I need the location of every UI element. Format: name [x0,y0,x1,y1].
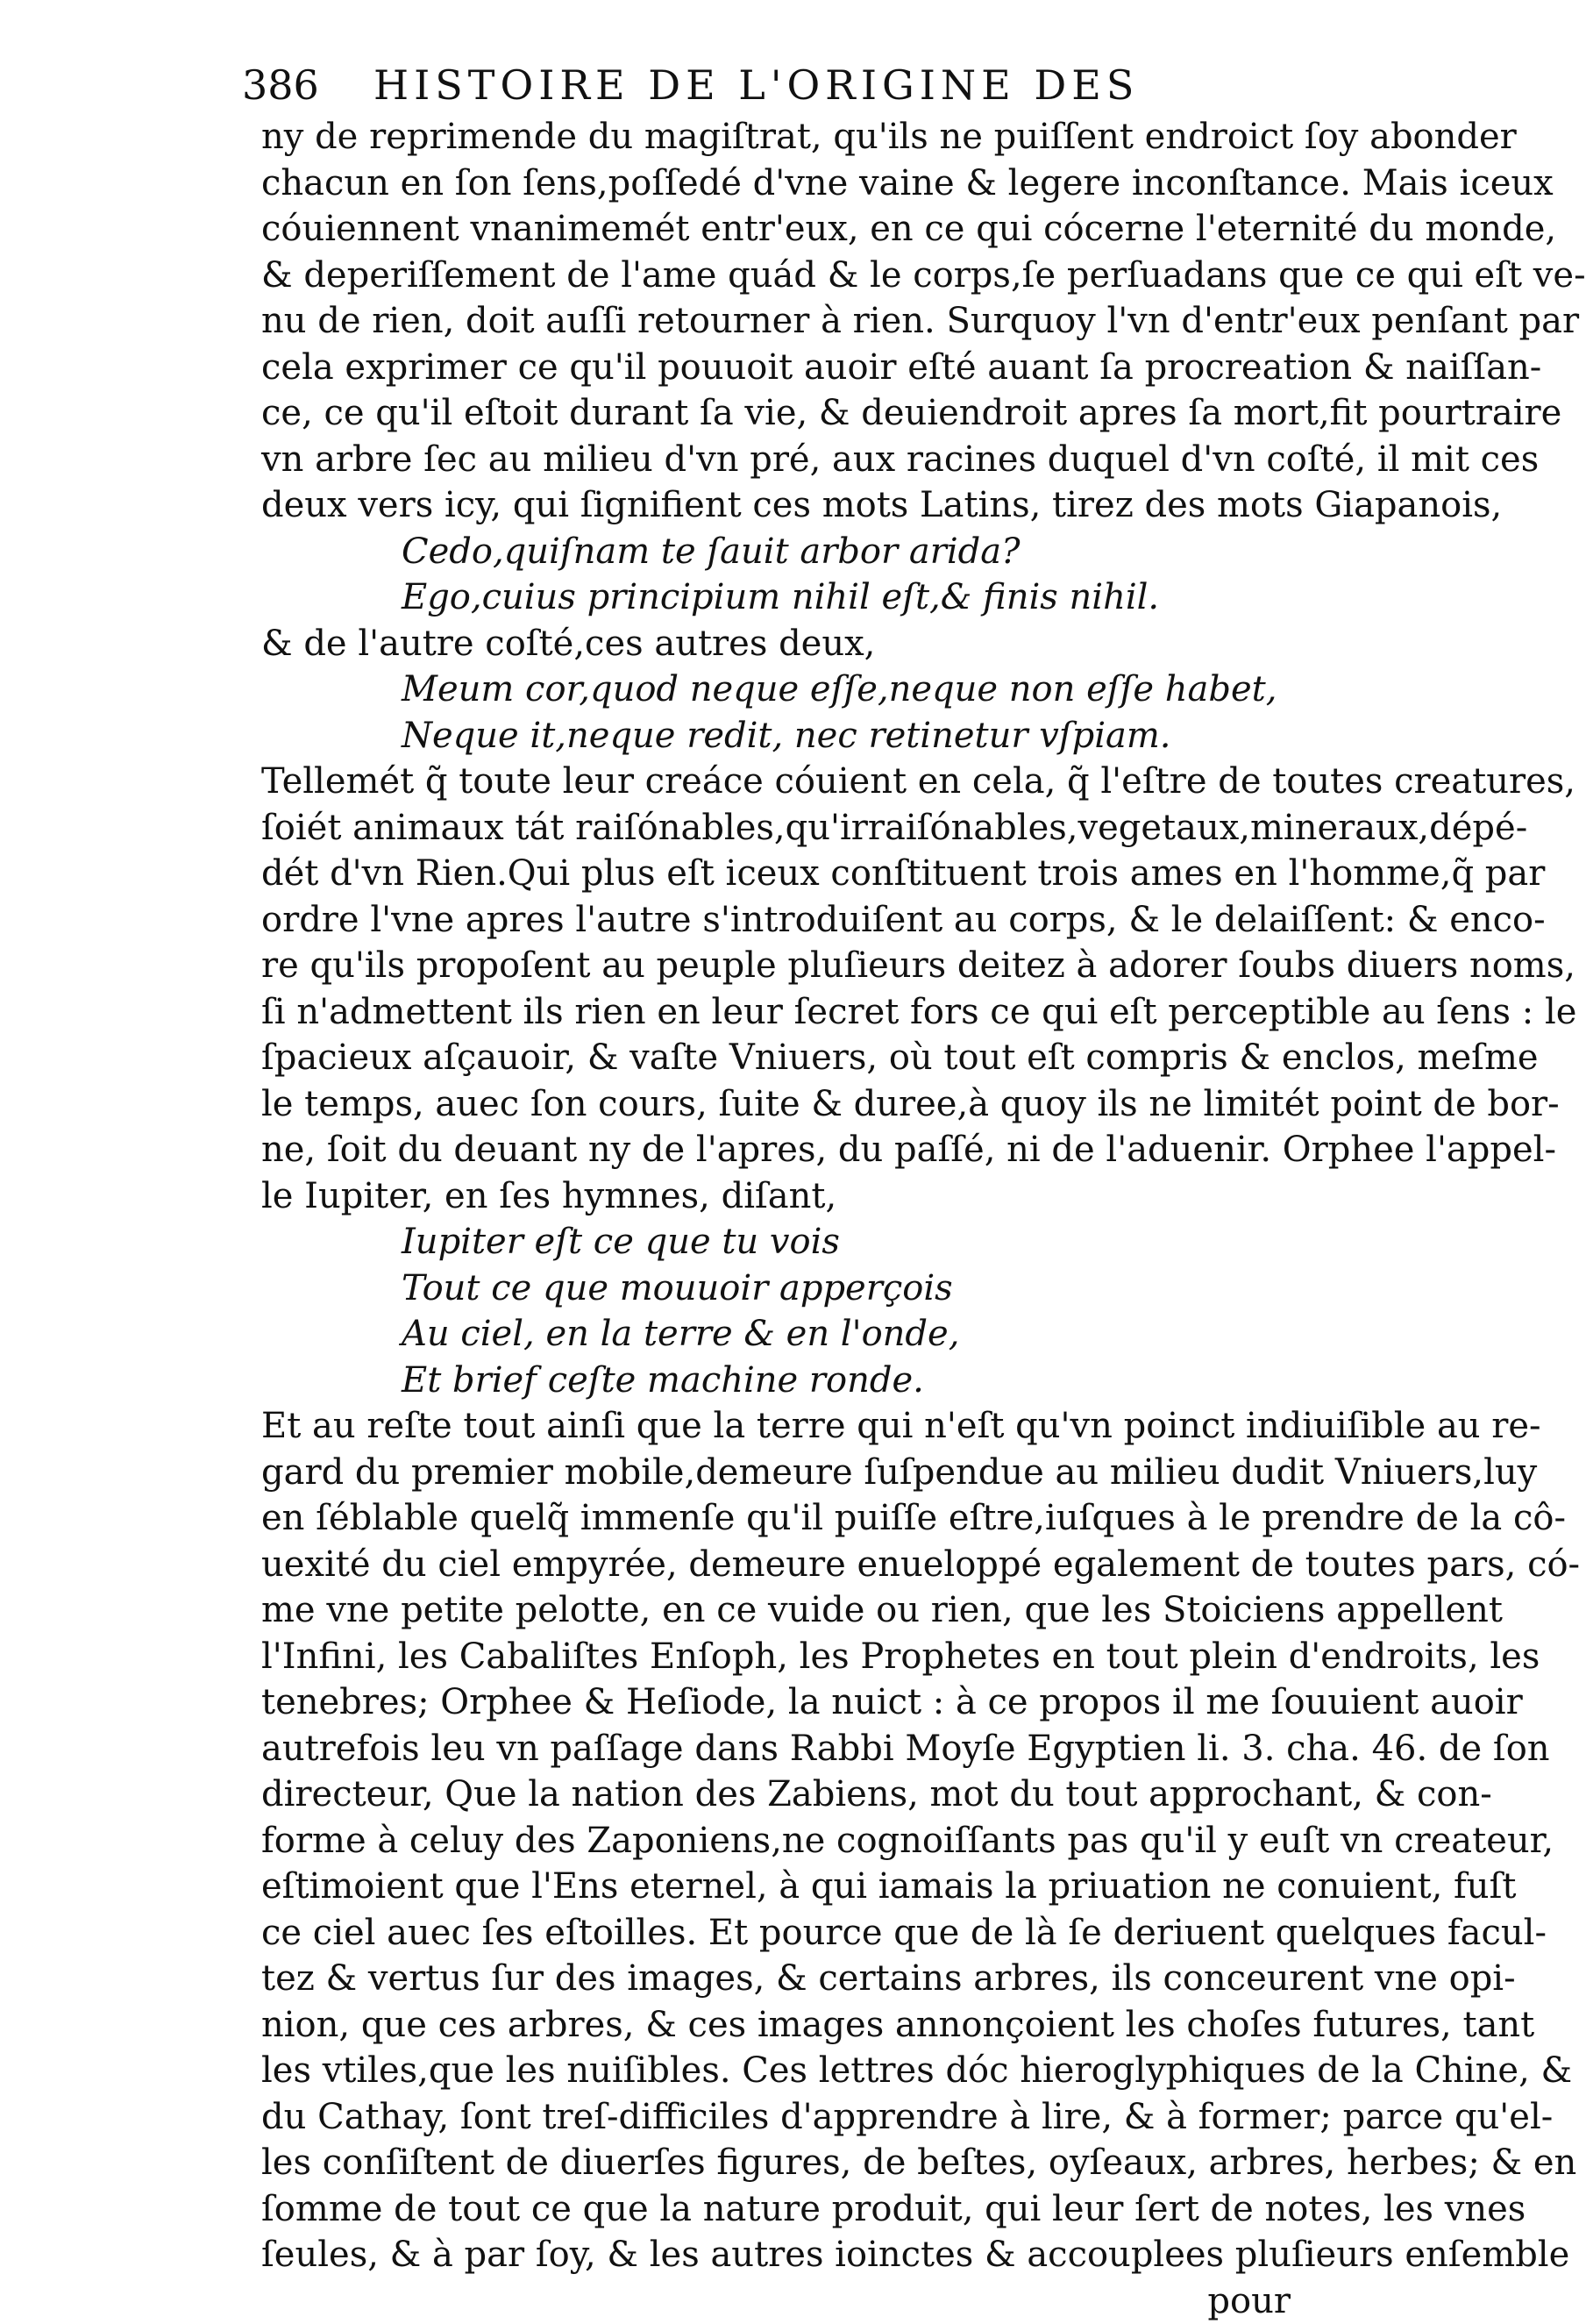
verse-line: Meum cor,quod neque eſſe,neque non eſſe habet, [402,667,1343,713]
text-line: Et au reſte tout ainſi que la terre qui n'eſt qu'vn poinct indiuiſible au re- [261,1403,1343,1450]
text-line: directeur, Que la nation des Zabiens, mot du tout approchant, & con- [261,1772,1343,1818]
body-text [261,114,1343,2324]
text-line: ſpacieux aſçauoir, & vaſte Vniuers, où tout eſt compris & enclos, meſme [261,1035,1343,1081]
text-line: vn arbre ſec au milieu d'vn pré, aux racines duquel d'vn coſté, il mit ces [261,437,1343,483]
paragraph-1 [261,114,1343,529]
paragraph-4 [261,1403,1343,2278]
text-line: eſtimoient que l'Ens eternel, à qui iamais la priuation ne conuient, fuſt [261,1864,1343,1910]
text-line: Tellemét q̃ toute leur creáce cóuient en cela, q̃ l'eſtre de toutes creatures, [261,759,1343,805]
text-line: gard du premier mobile,demeure ſuſpendue au milieu dudit Vniuers,luy [261,1450,1343,1496]
verse-line: Ego,cuius principium nihil eſt,& finis nihil. [402,574,1343,621]
verse-line: Cedo,quiſnam te ſauit arbor arida? [402,529,1343,575]
text-line: uexité du ciel empyrée, demeure enueloppé egalement de toutes pars, có- [261,1542,1343,1588]
text-line: nion, que ces arbres, & ces images annonçoient les choſes futures, tant [261,2002,1343,2049]
text-line: re qu'ils propoſent au peuple pluſieurs deitez à adorer ſoubs diuers noms, [261,943,1343,989]
paragraph-2 [261,621,1343,667]
text-line: cóuiennent vnanimemét entr'eux, en ce qui cócerne l'eternité du monde, [261,206,1343,253]
text-line: ſeules, & à par ſoy, & les autres ioinctes & accouplees pluſieurs enſemble [261,2232,1343,2278]
text-line: deux vers icy, qui ſignifient ces mots Latins, tirez des mots Giapanois, [261,482,1343,529]
text-line: le temps, auec ſon cours, ſuite & duree,à quoy ils ne limitét point de bor- [261,1081,1343,1128]
text-line: ce, ce qu'il eſtoit durant ſa vie, & deuiendroit apres ſa mort,fit pourtraire [261,390,1343,437]
verse-block-2 [261,667,1343,759]
text-line: dét d'vn Rien.Qui plus eſt iceux conſtituent trois ames en l'homme,q̃ par [261,851,1343,897]
verse-line: Et brief ceſte machine ronde. [402,1358,1343,1404]
text-line: en ſéblable quelq̃ immenſe qu'il puiſſe eſtre,iuſques à le prendre de la cô- [261,1495,1343,1542]
text-line: cela exprimer ce qu'il pouuoit auoir eſté auant ſa procreation & naiſſan- [261,345,1343,391]
text-line: ordre l'vne apres l'autre s'introduiſent au corps, & le delaiſſent: & enco- [261,897,1343,944]
text-line: les vtiles,que les nuiſibles. Ces lettres dóc hieroglyphiques de la Chine, & [261,2048,1343,2094]
text-line: & de l'autre coſté,ces autres deux, [261,621,1343,667]
text-line: ny de reprimende du magiſtrat, qu'ils ne puiſſent endroict ſoy abonder [261,114,1343,160]
text-line: nu de rien, doit auſſi retourner à rien. Surquoy l'vn d'entr'eux penſant par [261,298,1343,345]
text-line: du Cathay, ſont treſ-difficiles d'apprendre à lire, & à former; parce qu'el- [261,2094,1343,2141]
text-line: tenebres; Orphee & Heſiode, la nuict : à ce propos il me ſouuient auoir [261,1679,1343,1726]
text-line: les conſiſtent de diuerſes figures, de beſtes, oyſeaux, arbres, herbes; & en [261,2140,1343,2186]
text-line: ne, ſoit du deuant ny de l'apres, du paſſé, ni de l'aduenir. Orphee l'appel- [261,1127,1343,1173]
text-line: tez & vertus ſur des images, & certains arbres, ils conceurent vne opi- [261,1956,1343,2002]
running-title: HISTOIRE DE L'ORIGINE DES [373,61,1139,109]
verse-line: Tout ce que mouuoir apperçois [402,1265,1343,1312]
verse-line: Iupiter eſt ce que tu vois [402,1219,1343,1265]
catchword: pour [261,2278,1291,2324]
verse-line: Au ciel, en la terre & en l'onde, [402,1311,1343,1358]
page-number: 386 [242,61,373,109]
verse-block-3 [261,1219,1343,1403]
text-line: ſoiét animaux tát raiſónables,qu'irraiſónables,vegetaux,mineraux,dépé- [261,805,1343,852]
paragraph-3 [261,759,1343,1219]
text-line: ce ciel auec ſes eſtoilles. Et pource que de là ſe deriuent quelques facul- [261,1910,1343,1957]
verse-line: Neque it,neque redit, nec retinetur vſpiam. [402,713,1343,759]
text-line: chacun en ſon ſens,poſſedé d'vne vaine & legere inconſtance. Mais iceux [261,160,1343,207]
text-line: me vne petite pelotte, en ce vuide ou rien, que les Stoiciens appellent [261,1587,1343,1634]
text-line: & deperiſſement de l'ame quád & le corps,ſe perſuadans que ce qui eſt ve- [261,253,1343,299]
text-line: l'Infini, les Cabaliſtes Enſoph, les Prophetes en tout plein d'endroits, les [261,1634,1343,1680]
text-line: forme à celuy des Zaponiens,ne cognoiſſants pas qu'il y euſt vn createur, [261,1818,1343,1864]
text-line: le Iupiter, en ſes hymnes, diſant, [261,1173,1343,1220]
verse-block-1 [261,529,1343,621]
text-line: ſi n'admettent ils rien en leur ſecret fors ce qui eſt perceptible au ſens : le [261,989,1343,1036]
text-line: ſomme de tout ce que la nature produit, qui leur ſert de notes, les vnes [261,2186,1343,2233]
text-line: autrefois leu vn paſſage dans Rabbi Moyſe Egyptien li. 3. cha. 46. de ſon [261,1726,1343,1772]
page-header [242,61,1343,114]
